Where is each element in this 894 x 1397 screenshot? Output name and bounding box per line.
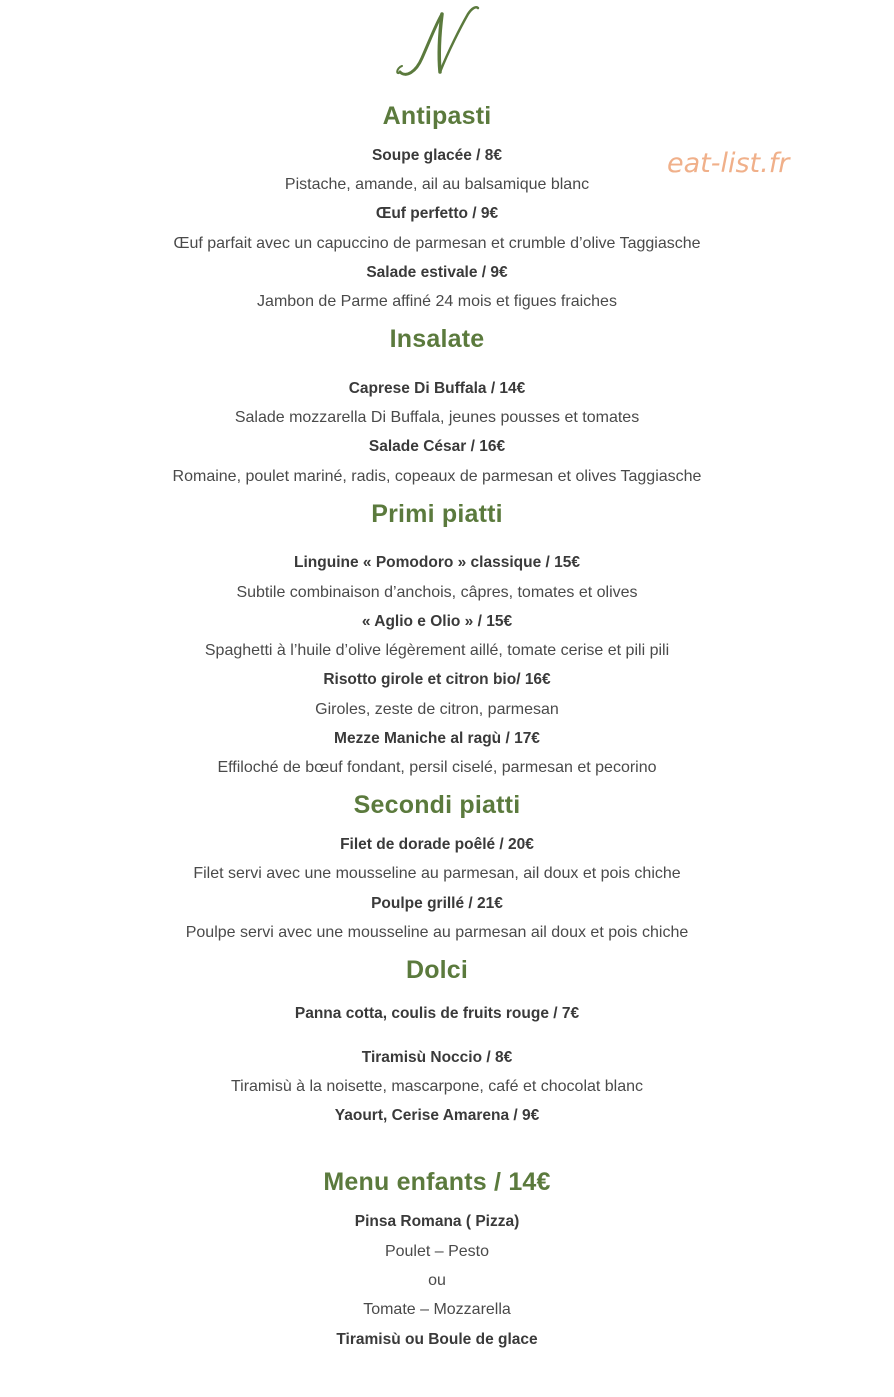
section-title-secondi-piatti: Secondi piatti — [353, 791, 521, 819]
menu-item-description: Jambon de Parme affiné 24 mois et figues fraiches — [257, 293, 617, 310]
watermark-text: eat-list.fr — [667, 148, 790, 179]
menu-item-name: Poulpe grillé / 21€ — [371, 895, 503, 912]
menu-item-description: Effiloché de bœuf fondant, persil ciselé, parmesan et pecorino — [217, 759, 657, 776]
section-title-primi-piatti: Primi piatti — [371, 500, 503, 528]
menu-item-name: « Aglio e Olio » / 15€ — [361, 613, 513, 630]
menu-item-name: Pinsa Romana ( Pizza) — [354, 1213, 520, 1230]
menu-item-name: Risotto girole et citron bio/ 16€ — [323, 671, 551, 688]
menu-item-name: Yaourt, Cerise Amarena / 9€ — [334, 1107, 540, 1124]
menu-item-description: ou — [428, 1272, 446, 1289]
menu-item-description: Tiramisù à la noisette, mascarpone, café et chocolat blanc — [230, 1078, 644, 1095]
menu-item-description: Salade mozzarella Di Buffala, jeunes pousses et tomates — [234, 409, 640, 426]
menu-item-name: Linguine « Pomodoro » classique / 15€ — [294, 554, 580, 571]
menu-item-name: Salade César / 16€ — [368, 438, 506, 455]
section-title-menu-enfants: Menu enfants / 14€ — [323, 1168, 551, 1196]
menu-item-name: Tiramisù Noccio / 8€ — [361, 1049, 513, 1066]
menu-item-description: Filet servi avec une mousseline au parmesan, ail doux et pois chiche — [193, 865, 681, 882]
section-title-insalate: Insalate — [389, 325, 485, 353]
section-title-antipasti: Antipasti — [382, 102, 492, 130]
menu-item-name: Soupe glacée / 8€ — [371, 147, 503, 164]
menu-item-description: Giroles, zeste de citron, parmesan — [315, 701, 559, 718]
menu-item-description: Subtile combinaison d’anchois, câpres, tomates et olives — [236, 584, 638, 601]
menu-item-name: Filet de dorade poêlé / 20€ — [340, 836, 534, 853]
menu-item-description: Poulpe servi avec une mousseline au parmesan ail doux et pois chiche — [185, 924, 689, 941]
menu-item-description: Pistache, amande, ail au balsamique blanc — [284, 176, 590, 193]
menu-item-description: Romaine, poulet mariné, radis, copeaux de parmesan et olives Taggiasche — [172, 468, 702, 485]
menu-item-description: Spaghetti à l’huile d’olive légèrement aillé, tomate cerise et pili pili — [204, 642, 670, 659]
menu-item-description: Poulet – Pesto — [384, 1243, 490, 1260]
monogram-logo — [388, 0, 488, 84]
menu-item-description: Œuf parfait avec un capuccino de parmesan et crumble d’olive Taggiasche — [173, 235, 701, 252]
menu-item-name: Mezze Maniche al ragù / 17€ — [334, 730, 540, 747]
section-title-dolci: Dolci — [405, 956, 469, 984]
menu-item-name: Panna cotta, coulis de fruits rouge / 7€ — [294, 1005, 580, 1022]
menu-item-name: Œuf perfetto / 9€ — [375, 205, 499, 222]
menu-item-description: Tomate – Mozzarella — [363, 1301, 511, 1318]
menu-item-name: Tiramisù ou Boule de glace — [336, 1331, 538, 1348]
menu-item-name: Salade estivale / 9€ — [366, 264, 508, 281]
menu-item-name: Caprese Di Buffala / 14€ — [348, 380, 526, 397]
